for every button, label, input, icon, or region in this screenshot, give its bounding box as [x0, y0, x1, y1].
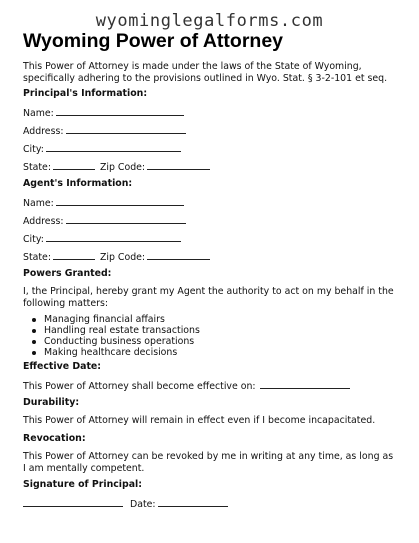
agent-state-zip-field[interactable] [23, 250, 210, 264]
revocation-paragraph: This Power of Attorney can be revoked by me in writing at any time, as long as I am mentally competent. [23, 451, 394, 474]
agent-name-field[interactable] [23, 196, 184, 210]
agent-address-label: Address: [23, 216, 64, 227]
principal-name-label: Name: [23, 108, 54, 119]
list-item: Managing financial affairs [44, 314, 200, 325]
list-item: Handling real estate transactions [44, 325, 200, 336]
agent-address-line[interactable] [66, 214, 186, 224]
principal-name-field[interactable] [23, 106, 184, 120]
powers-list [26, 314, 200, 358]
effective-text: This Power of Attorney shall become effective on: [23, 381, 256, 392]
revocation-heading: Revocation: [23, 433, 86, 444]
document-title: Wyoming Power of Attorney [23, 30, 284, 52]
agent-name-line[interactable] [56, 196, 184, 206]
effective-date-line[interactable] [260, 379, 350, 389]
agent-heading: Agent's Information: [23, 178, 133, 189]
list-item: Conducting business operations [44, 336, 200, 347]
principal-zip-label: Zip Code: [99, 162, 146, 173]
powers-heading: Powers Granted: [23, 268, 112, 279]
intro-paragraph: This Power of Attorney is made under the laws of the State of Wyoming, specifically adhering to the provisions outlined in Wyo. Stat. § 3-2-101 et seq. [23, 61, 388, 84]
effective-heading: Effective Date: [23, 361, 102, 372]
principal-state-zip-field[interactable] [23, 160, 210, 174]
durability-heading: Durability: [23, 397, 80, 408]
agent-zip-label: Zip Code: [99, 252, 146, 263]
principal-name-line[interactable] [56, 106, 184, 116]
agent-city-field[interactable] [23, 232, 181, 246]
principal-heading: Principal's Information: [23, 88, 148, 99]
site-watermark: wyominglegalforms.com [95, 11, 324, 31]
principal-city-field[interactable] [23, 142, 181, 156]
agent-city-line[interactable] [46, 232, 181, 242]
agent-state-line[interactable] [53, 250, 95, 260]
powers-paragraph: I, the Principal, hereby grant my Agent the authority to act on my behalf in the following matters: [23, 286, 394, 309]
signature-line[interactable] [23, 497, 123, 507]
agent-address-field[interactable] [23, 214, 186, 228]
principal-city-label: City: [23, 144, 44, 155]
effective-date-field[interactable] [23, 379, 350, 393]
principal-zip-line[interactable] [147, 160, 210, 170]
agent-state-label: State: [23, 252, 51, 263]
principal-address-label: Address: [23, 126, 64, 137]
list-item: Making healthcare decisions [44, 347, 200, 358]
principal-address-line[interactable] [66, 124, 186, 134]
principal-city-line[interactable] [46, 142, 181, 152]
principal-state-line[interactable] [53, 160, 95, 170]
principal-state-label: State: [23, 162, 51, 173]
agent-zip-line[interactable] [147, 250, 210, 260]
agent-name-label: Name: [23, 198, 54, 209]
signature-date-line[interactable] [158, 497, 228, 507]
principal-address-field[interactable] [23, 124, 186, 138]
signature-heading: Signature of Principal: [23, 479, 143, 490]
durability-paragraph: This Power of Attorney will remain in effect even if I become incapacitated. [23, 415, 376, 426]
signature-field[interactable] [23, 497, 228, 511]
signature-date-label: Date: [129, 499, 156, 510]
agent-city-label: City: [23, 234, 44, 245]
